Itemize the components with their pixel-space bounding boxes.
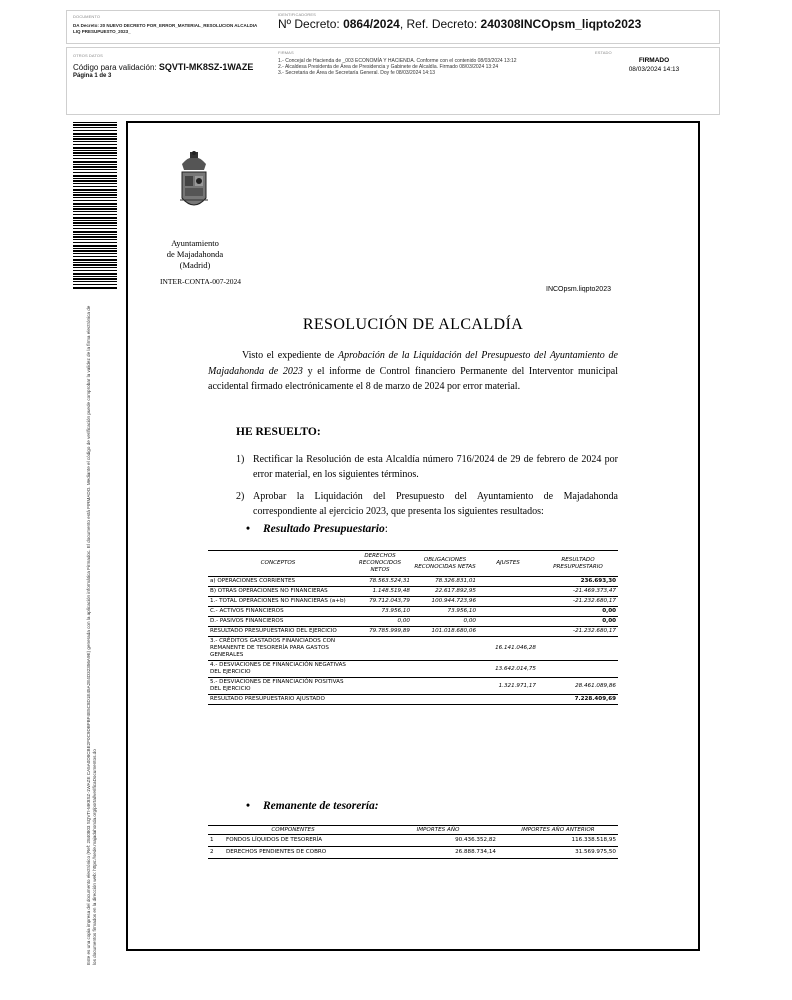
col-header-ajustes: AJUSTES xyxy=(478,551,538,577)
intro-pre: Visto el expediente de xyxy=(242,350,338,361)
identificadores-label: IDENTIFICADORES xyxy=(278,12,316,17)
resultado-cell xyxy=(538,661,618,678)
estado-date: 08/03/2024 14:13 xyxy=(628,66,680,73)
section-remanente-heading xyxy=(246,800,379,812)
resultado-cell: -21.232.680,17 xyxy=(538,597,618,607)
decreto-prefix: Nº Decreto: xyxy=(278,17,344,31)
firmas-label: FIRMAS xyxy=(278,50,294,55)
validation-code: SQVTI-MK8SZ-1WAZE xyxy=(158,62,254,72)
resultado-cell: 7.228.409,69 xyxy=(538,695,618,705)
col-header-resultado: RESULTADO PRESUPUESTARIO xyxy=(538,551,618,577)
derechos-cell: 73.956,10 xyxy=(348,607,412,617)
derechos-cell xyxy=(348,695,412,705)
ajustes-cell: 13.642.014,75 xyxy=(478,661,538,678)
section-resultado-heading xyxy=(246,523,388,535)
derechos-cell xyxy=(348,661,412,678)
ajustes-cell xyxy=(478,577,538,587)
resultado-cell xyxy=(538,637,618,661)
table-row xyxy=(208,577,618,587)
internal-reference: INTER-CONTA-007-2024 xyxy=(160,277,242,286)
concept-cell: D.- PASIVOS FINANCIEROS xyxy=(208,617,348,627)
resultado-presupuestario-table xyxy=(208,550,618,705)
resultado-cell: 236.693,30 xyxy=(538,577,618,587)
firmas-list xyxy=(278,58,578,76)
ajustes-cell xyxy=(478,607,538,617)
resolution-item xyxy=(236,489,618,519)
obligaciones-cell xyxy=(412,695,478,705)
org-line-2: de Majadahonda xyxy=(166,249,224,259)
coat-of-arms-icon xyxy=(176,150,212,220)
obligaciones-cell: 101.018.680,06 xyxy=(412,627,478,637)
barcode xyxy=(73,122,117,290)
side-verification-text: Este es una copia impresa del documento electrónico (Ref: 2840803 SQVTI-MK8SZ-1WAZE CA5A0D8CBE2F0C9DBFBF4E5C8D1E45A2E4D32356A9E) generada con la aplicación informática Firmadoc. El documento está FIRMADO. Mediante el código de verificación puede comprobar la validez de la firma electrónica de los documentos firmados en la dirección web: https://sede.majadahonda.org/portal/verificaDocumentos.do xyxy=(86,305,97,965)
ref-prefix: , Ref. Decreto: xyxy=(399,17,481,31)
intro-italic: Aprobación de la Liquidación del Presupuesto del Ayuntamiento de Majadahonda de 2023 xyxy=(208,350,618,377)
document-reference: INCOpsm.liqpto2023 xyxy=(546,286,611,293)
concept-cell: RESULTADO PRESUPUESTARIO AJUSTADO xyxy=(208,695,348,705)
section-title: Remanente de tesorería xyxy=(263,800,375,812)
table-header-row xyxy=(208,826,618,835)
resultado-cell: 0,00 xyxy=(538,617,618,627)
derechos-cell: 79.785.999,89 xyxy=(348,627,412,637)
row-number: 1 xyxy=(208,835,224,847)
importe-actual: 26.888.734,14 xyxy=(378,847,498,859)
resultado-cell: -21.469.373,47 xyxy=(538,587,618,597)
table-row xyxy=(208,627,618,637)
importe-anterior: 31.569.975,50 xyxy=(498,847,618,859)
row-number: 2 xyxy=(208,847,224,859)
page-title: RESOLUCIÓN DE ALCALDÍA xyxy=(302,316,524,333)
firma-2: 2.- Alcaldesa Presidenta de Área de Presidencia y Gabinete de Alcaldía. Firmado 08/03/2024 13:24 xyxy=(278,64,499,70)
item-number: 1) xyxy=(236,454,245,465)
importe-actual: 90.436.352,82 xyxy=(378,835,498,847)
derechos-cell: 78.563.524,31 xyxy=(348,577,412,587)
table-row xyxy=(208,695,618,705)
col-header-derechos: DERECHOS RECONOCIDOS NETOS xyxy=(348,551,412,577)
item-text: Rectificar la Resolución de esta Alcaldía número 716/2024 de 29 de febrero de 2024 por error material, en los siguientes términos. xyxy=(253,454,618,480)
intro-paragraph xyxy=(208,348,618,395)
resultado-cell: 28.461.089,86 xyxy=(538,678,618,695)
estado-label: ESTADO xyxy=(595,50,612,55)
intro-post: y el informe de Control financiero Permanente del Interventor municipal accidental firmado electrónicamente el 8 de marzo de 2024 por error material. xyxy=(208,365,619,392)
remanente-tesoreria-table xyxy=(208,825,618,859)
ajustes-cell xyxy=(478,617,538,627)
decreto-line xyxy=(278,17,641,31)
firma-1: 1.- Concejal de Hacienda de _003 ECONOMÍA Y HACIENDA. Conforme con el contenido 08/03/2024 13:12 xyxy=(278,58,517,64)
documento-name: DA Decreto: 20 NUEVO DECRETO POR_ERROR_MATERIAL_RESOLUCION ALCALDIA LIQ PRESUPUESTO_2023_ xyxy=(73,23,258,34)
ajustes-cell: 16.141.046,28 xyxy=(478,637,538,661)
table-row xyxy=(208,617,618,627)
col-header-conceptos: CONCEPTOS xyxy=(208,551,348,577)
table-row xyxy=(208,587,618,597)
org-line-1: Ayuntamiento xyxy=(171,238,219,248)
obligaciones-cell: 78.326.831,01 xyxy=(412,577,478,587)
table-row xyxy=(208,607,618,617)
obligaciones-cell: 100.944.723,96 xyxy=(412,597,478,607)
table-row xyxy=(208,835,618,847)
documento-label: DOCUMENTO xyxy=(73,14,101,19)
bullet-icon: • xyxy=(246,523,251,535)
derechos-cell xyxy=(348,637,412,661)
concept-cell: 1.- TOTAL OPERACIONES NO FINANCIERAS (a+b) xyxy=(208,597,348,607)
ajustes-cell xyxy=(478,695,538,705)
resultado-cell: -21.232.680,17 xyxy=(538,627,618,637)
resolution-item xyxy=(236,452,618,482)
ajustes-cell xyxy=(478,587,538,597)
ref-value: 240308INCOpsm_liqpto2023 xyxy=(480,17,642,31)
resuelto-heading: HE RESUELTO: xyxy=(236,426,321,438)
importe-anterior: 116.338.518,95 xyxy=(498,835,618,847)
section-title: Resultado Presupuestario xyxy=(263,523,385,535)
table-row xyxy=(208,847,618,859)
bullet-icon: • xyxy=(246,800,251,812)
section-suffix: : xyxy=(374,800,379,812)
component-label: FONDOS LÍQUIDOS DE TESORERÍA xyxy=(224,835,378,847)
estado-value: FIRMADO xyxy=(638,57,670,64)
table-row xyxy=(208,637,618,661)
concept-cell: 5.- DESVIACIONES DE FINANCIACIÓN POSITIVAS DEL EJERCICIO xyxy=(208,678,348,695)
concept-cell: C.- ACTIVOS FINANCIEROS xyxy=(208,607,348,617)
validation-line xyxy=(73,62,253,72)
validation-label: Código para validación: xyxy=(73,63,159,72)
item-number: 2) xyxy=(236,491,245,502)
obligaciones-cell xyxy=(412,661,478,678)
table-row xyxy=(208,597,618,607)
ajustes-cell xyxy=(478,627,538,637)
concept-cell: RESULTADO PRESUPUESTARIO DEL EJERCICIO xyxy=(208,627,348,637)
ajustes-cell: 1.321.971,17 xyxy=(478,678,538,695)
col-header-obligaciones: OBLIGACIONES RECONOCIDAS NETAS xyxy=(412,551,478,577)
obligaciones-cell: 73.956,10 xyxy=(412,607,478,617)
ajustes-cell xyxy=(478,597,538,607)
org-line-3: (Madrid) xyxy=(179,260,211,270)
component-label: DERECHOS PENDIENTES DE COBRO xyxy=(224,847,378,859)
concept-cell: B) OTRAS OPERACIONES NO FINANCIERAS xyxy=(208,587,348,597)
derechos-cell: 1.148.519,48 xyxy=(348,587,412,597)
obligaciones-cell: 22.617.892,95 xyxy=(412,587,478,597)
obligaciones-cell xyxy=(412,678,478,695)
table-row xyxy=(208,678,618,695)
firma-3: 3.- Secretaria de Área de Secretaría General. Doy fe 08/03/2024 14:13 xyxy=(278,70,436,76)
derechos-cell: 0,00 xyxy=(348,617,412,627)
page-count: Página 1 de 3 xyxy=(73,73,112,79)
derechos-cell: 79.712.043,79 xyxy=(348,597,412,607)
col-header-componentes: COMPONENTES xyxy=(208,826,378,835)
resultado-cell: 0,00 xyxy=(538,607,618,617)
otros-datos-label: OTROS DATOS xyxy=(73,53,103,58)
obligaciones-cell xyxy=(412,637,478,661)
decreto-number: 0864/2024 xyxy=(343,17,400,31)
organization-name xyxy=(150,238,240,271)
col-header-importes-ano: IMPORTES AÑO xyxy=(378,826,498,835)
table-row xyxy=(208,661,618,678)
derechos-cell xyxy=(348,678,412,695)
table-header-row xyxy=(208,551,618,577)
item-text: Aprobar la Liquidación del Presupuesto del Ayuntamiento de Majadahonda correspondiente al ejercicio 2023, que presenta los siguientes resultados: xyxy=(253,491,618,517)
obligaciones-cell: 0,00 xyxy=(412,617,478,627)
concept-cell: 4.- DESVIACIONES DE FINANCIACIÓN NEGATIVAS DEL EJERCICIO xyxy=(208,661,348,678)
col-header-importes-anterior: IMPORTES AÑO ANTERIOR xyxy=(498,826,618,835)
concept-cell: a) OPERACIONES CORRIENTES xyxy=(208,577,348,587)
section-suffix: : xyxy=(384,523,388,535)
concept-cell: 3.- CRÉDITOS GASTADOS FINANCIADOS CON REMANENTE DE TESORERÍA PARA GASTOS GENERALES xyxy=(208,637,348,661)
